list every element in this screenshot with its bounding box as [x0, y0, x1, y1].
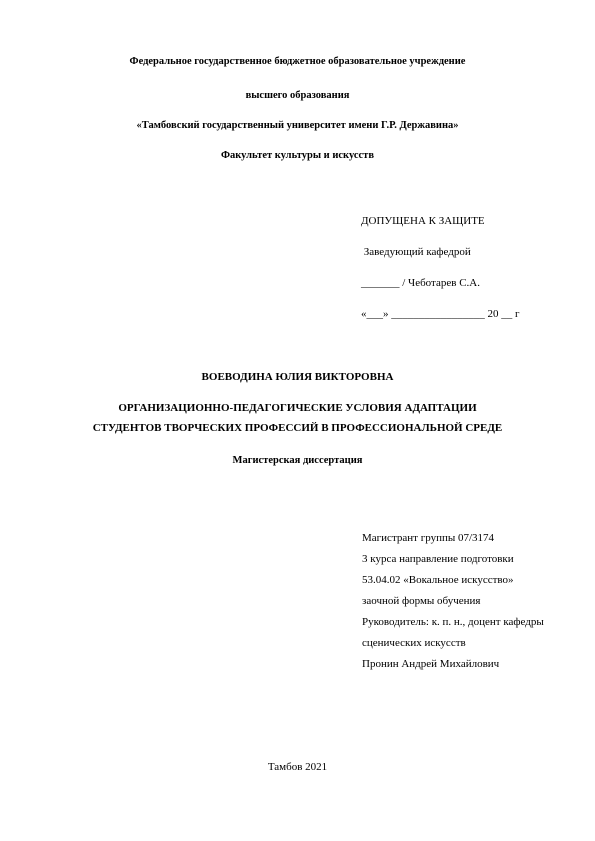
student-info-line: 53.04.02 «Вокальное искусство»	[362, 574, 514, 586]
university-name: «Тамбовский государственный университет имени Г.Р. Державина»	[136, 120, 459, 131]
approval-signature: _______ / Чеботарев С.А.	[361, 277, 480, 289]
student-info-line: сценических искусств	[362, 637, 466, 649]
approval-title: ДОПУЩЕНА К ЗАЩИТЕ	[361, 215, 485, 227]
student-info-line: 3 курса направление подготовки	[362, 553, 514, 565]
work-type: Магистерская диссертация	[232, 455, 363, 466]
student-info-line: Руководитель: к. п. н., доцент кафедры	[362, 616, 544, 628]
thesis-title-line-2: СТУДЕНТОВ ТВОРЧЕСКИХ ПРОФЕССИЙ В ПРОФЕССИОНАЛЬНОЙ СРЕДЕ	[92, 422, 503, 434]
institution-line-2: высшего образования	[245, 90, 350, 101]
student-info-line: Пронин Андрей Михайлович	[362, 658, 500, 670]
thesis-title-line-1: ОРГАНИЗАЦИОННО-ПЕДАГОГИЧЕСКИЕ УСЛОВИЯ АДАПТАЦИИ	[118, 402, 477, 414]
approval-position: Заведующий кафедрой	[361, 246, 471, 258]
faculty-name: Факультет культуры и искусств	[220, 150, 375, 161]
city-year: Тамбов 2021	[267, 761, 328, 773]
institution-line-1: Федеральное государственное бюджетное образовательное учреждение	[129, 56, 466, 67]
author-name: ВОЕВОДИНА ЮЛИЯ ВИКТОРОВНА	[201, 371, 394, 383]
approval-date: «___» _________________ 20 __ г	[361, 308, 520, 320]
student-info-line: заочной формы обучения	[362, 595, 481, 607]
student-info-line: Магистрант группы 07/3174	[362, 532, 495, 544]
